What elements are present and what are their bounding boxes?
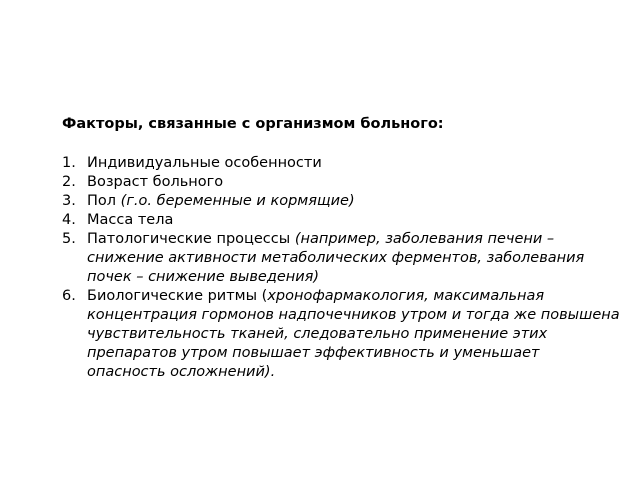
item-number: 6. [62, 288, 76, 304]
list-item [62, 192, 622, 211]
item-text: Пол [87, 193, 121, 209]
list-item [62, 173, 622, 192]
item-text: Масса тела [87, 212, 174, 228]
factors-list [62, 154, 622, 382]
item-text: Биологические ритмы ( [87, 288, 268, 304]
item-number: 5. [62, 231, 76, 247]
item-text: Возраст больного [87, 174, 224, 190]
item-text: Индивидуальные особенности [87, 155, 322, 171]
item-note: (г.о. беременные и кормящие) [120, 193, 355, 209]
list-item [62, 230, 622, 287]
item-number: 3. [62, 193, 76, 209]
list-item [62, 211, 622, 230]
slide-content [62, 114, 622, 382]
item-number: 2. [62, 174, 76, 190]
slide-heading: Факторы, связанные с организмом больного: [62, 116, 444, 132]
item-text: Патологические процессы [87, 231, 295, 247]
item-number: 1. [62, 155, 76, 171]
item-note: (например, заболевания печени – снижение активности метаболических ферментов, заболевания почек – снижение выведения) [87, 231, 585, 285]
list-item [62, 287, 622, 382]
item-number: 4. [62, 212, 76, 228]
list-item [62, 154, 622, 173]
item-note: хронофармакология, максимальная концентрация гормонов надпочечников утром и тогда же повышена чувствительность тканей, следовательно применение этих препаратов утром повышает эффективность и уменьшает опасность осложнений). [87, 288, 620, 380]
